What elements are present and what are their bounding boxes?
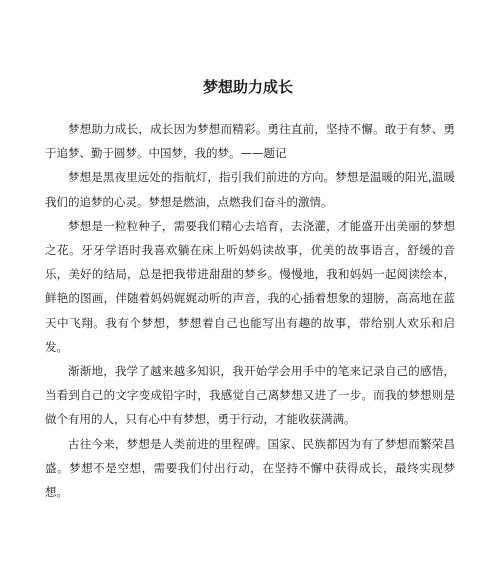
paragraph-1: 梦想助力成长，成长因为梦想而精彩。勇往直前，坚持不懈。敢于有梦、勇于追梦、勤于圆梦。中国梦，我的梦。——题记 — [45, 122, 455, 161]
paragraph-5: 古往今来，梦想是人类前进的里程碑。国家、民族都因为有了梦想而繁荣昌盛。梦想不是空想，需要我们付出行动，在坚持不懈中获得成长，最终实现梦想。 — [45, 436, 455, 500]
paragraph-4: 渐渐地，我学了越来越多知识，我开始学会用手中的笔来记录自己的感悟，当看到自己的文字变成铅字时，我感觉自己离梦想又进了一步。而我的梦想则是做个有用的人，只有心中有梦想，勇于行动，才能收获满满。 — [45, 364, 455, 427]
document-body — [45, 117, 455, 504]
paragraph-3: 梦想是一粒粒种子，需要我们精心去培育，去浇灌，才能盛开出美丽的梦想之花。牙牙学语时我喜欢躺在床上听妈妈读故事，优美的故事语言，舒缓的音乐，美好的结局，总是把我带进甜甜的梦乡。慢慢地，我和妈妈一起阅读绘本，鲜艳的图画，伴随着妈妈娓娓动听的声音，我的心插着想象的翅膀，高高地在蓝天中飞翔。我有个梦想，梦想着自己也能写出有趣的故事，带给别人欢乐和启发。 — [45, 218, 455, 354]
paragraph-2: 梦想是黑夜里远处的指航灯，指引我们前进的方向。梦想是温暖的阳光,温暖我们的追梦的心灵。梦想是燃油，点燃我们奋斗的激情。 — [45, 170, 455, 209]
document-title: 梦想助力成长 — [202, 78, 293, 96]
